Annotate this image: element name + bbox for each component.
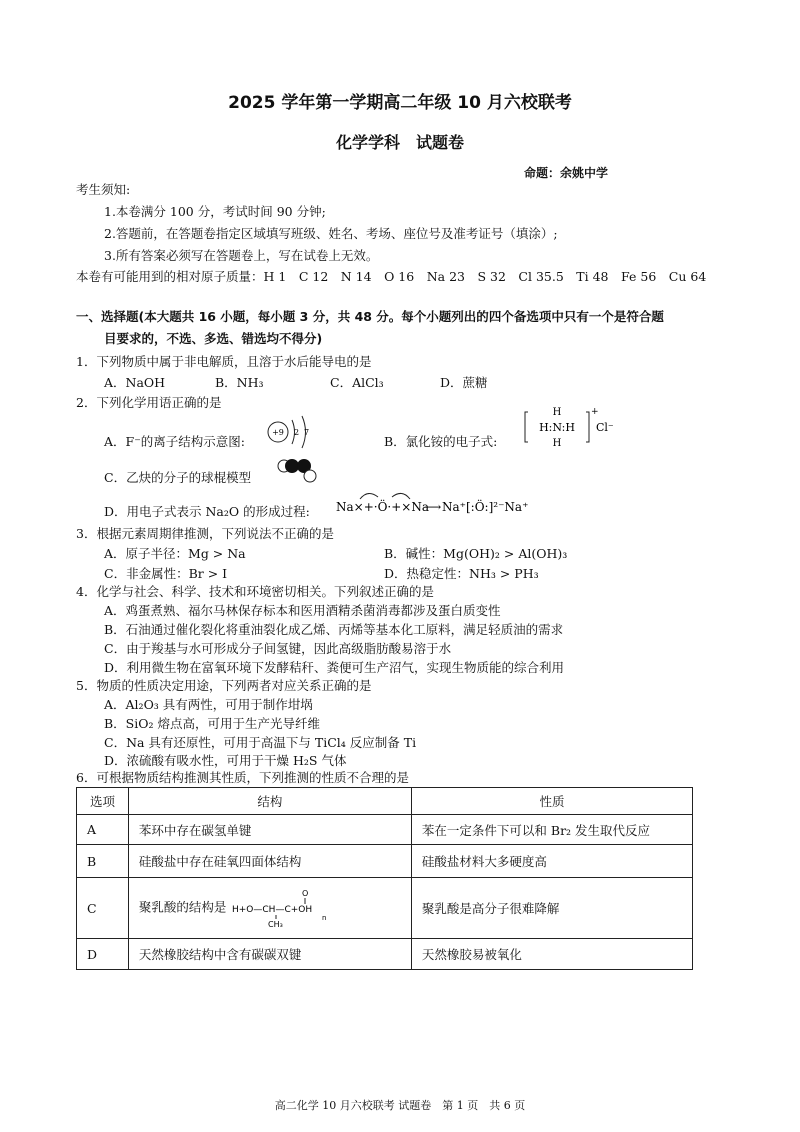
row-property: 苯在一定条件下可以和 Br₂ 发生取代反应 [411, 815, 692, 845]
q4-option-c: C．由于羧基与水可形成分子间氢键，因此高级脂肪酸易溶于水 [104, 641, 452, 656]
q1-option-b: B．NH₃ [215, 375, 264, 390]
q3-option-a: A．原子半径：Mg > Na [104, 546, 246, 561]
row-structure: 硅酸盐中存在硅氧四面体结构 [128, 845, 411, 878]
shell-1-count: 2 [294, 428, 300, 437]
q4-stem: 4．化学与社会、科学、技术和环境密切相关。下列叙述正确的是 [76, 584, 434, 599]
q1-stem: 1．下列物质中属于非电解质，且溶于水后能导电的是 [76, 354, 372, 369]
q3-option-b: B．碱性：Mg(OH)₂ > Al(OH)₃ [384, 546, 568, 561]
q1-option-d: D．蔗糖 [440, 375, 488, 390]
q1-option-c: C．AlCl₃ [330, 375, 384, 390]
q5-option-d: D．浓硫酸有吸水性，可用于干燥 H₂S 气体 [104, 753, 347, 768]
q5-stem: 5．物质的性质决定用途，下列两者对应关系正确的是 [76, 678, 372, 693]
header-property: 性质 [411, 788, 692, 815]
row-option: C [77, 878, 129, 939]
q5-option-a: A．Al₂O₃ 具有两性，可用于制作坩埚 [104, 697, 313, 712]
row-structure: 苯环中存在碳氢单键 [128, 815, 411, 845]
row-structure: 聚乳酸的结构是 [138, 899, 227, 915]
pla-methyl: CH₃ [268, 920, 284, 929]
q2-option-d: D．用电子式表示 Na₂O 的形成过程: [104, 504, 310, 519]
pla-carbonyl-o: O [302, 889, 309, 898]
formation-reactants: Na×+·Ö·+×Na [336, 500, 429, 514]
q1-option-a: A．NaOH [104, 375, 166, 390]
chloride-ion: Cl⁻ [596, 421, 614, 434]
q2-stem: 2．下列化学用语正确的是 [76, 395, 222, 410]
exam-title: 2025 学年第一学期高二年级 10 月六校联考 [228, 93, 572, 113]
q3-option-d: D．热稳定性：NH₃ > PH₃ [384, 566, 539, 581]
h-n-h: H:N:H [539, 421, 575, 434]
table-row [77, 939, 693, 970]
row-property: 聚乳酸是高分子很难降解 [411, 878, 692, 939]
h-top: H [552, 407, 562, 418]
table-row [77, 878, 693, 939]
q4-option-d: D．利用微生物在富氧环境下发酵秸秆、粪便可生产沼气，实现生物质能的综合利用 [104, 660, 565, 675]
pla-chain: H+O—CH—C+OH [232, 905, 313, 915]
exam-subtitle: 化学学科 试题卷 [335, 133, 464, 152]
section-heading-cont: 目要求的，不选、多选、错选均不得分) [104, 331, 323, 346]
section-heading: 一、选择题(本大题共 16 小题，每小题 3 分，共 48 分。每个小题列出的四个备选项中只有一个是符合题 [76, 309, 664, 324]
table-row [77, 845, 693, 878]
pla-repeat-n: n [322, 914, 327, 922]
notice-item-1: 1.本卷满分 100 分，考试时间 90 分钟; [104, 204, 326, 219]
row-option: D [77, 939, 129, 970]
page-footer: 高二化学 10 月六校联考 试题卷 第 1 页 共 6 页 [274, 1099, 526, 1112]
nucleus-label: +9 [272, 428, 284, 437]
row-structure-cell [128, 878, 411, 939]
notice-heading: 考生须知: [76, 182, 131, 197]
q4-option-a: A．鸡蛋煮熟、福尔马林保存标本和医用酒精杀菌消毒都涉及蛋白质变性 [104, 603, 501, 618]
row-property: 天然橡胶易被氧化 [411, 939, 692, 970]
q2-option-c: C．乙炔的分子的球棍模型 [104, 470, 252, 485]
ammonium-charge: + [591, 407, 599, 417]
q5-option-b: B．SiO₂ 熔点高，可用于生产光导纤维 [104, 716, 320, 731]
q6-stem: 6．可根据物质结构推测其性质，下列推测的性质不合理的是 [76, 770, 409, 785]
atomic-masses: 本卷有可能用到的相对原子质量：H 1 C 12 N 14 O 16 Na 23 S 32 Cl 35.5 Ti 48 Fe 56 Cu 64 [76, 269, 707, 284]
author-line: 命题：余姚中学 [524, 166, 609, 180]
polylactic-acid-formula [230, 888, 350, 928]
q3-option-c: C．非金属性：Br > I [104, 566, 228, 581]
sodium-oxide-formation [334, 487, 534, 521]
row-option: B [77, 845, 129, 878]
notice-item-3: 3.所有答案必须写在答题卷上，写在试卷上无效。 [104, 248, 379, 263]
q2-option-b: B．氯化铵的电子式: [384, 434, 498, 449]
q2-option-a: A．F⁻的离子结构示意图: [104, 434, 246, 449]
fluoride-ion-diagram [264, 414, 316, 454]
q6-table [76, 787, 693, 970]
q5-option-c: C．Na 具有还原性，可用于高温下与 TiCl₄ 反应制备 Ti [104, 735, 417, 750]
table-header-row [77, 788, 693, 815]
acetylene-ball-stick-model [276, 456, 324, 486]
table-row [77, 815, 693, 845]
header-option: 选项 [77, 788, 129, 815]
formation-product: Na⁺[:Ö:]²⁻Na⁺ [442, 500, 529, 514]
q3-stem: 3．根据元素周期律推测，下列说法不正确的是 [76, 526, 334, 541]
row-property: 硅酸盐材料大多硬度高 [411, 845, 692, 878]
formation-arrow: ⟶ [424, 500, 442, 514]
row-structure: 天然橡胶结构中含有碳碳双键 [128, 939, 411, 970]
header-structure: 结构 [128, 788, 411, 815]
ammonium-chloride-electron-formula [524, 404, 614, 448]
notice-item-2: 2.答题前，在答题卷指定区域填写班级、姓名、考场、座位号及准考证号（填涂）; [104, 226, 558, 241]
q4-option-b: B．石油通过催化裂化将重油裂化成乙烯、丙烯等基本化工原料，满足轻质油的需求 [104, 622, 564, 637]
row-option: A [77, 815, 129, 845]
h-bottom: H [552, 438, 562, 449]
shell-2-count: 7 [304, 428, 310, 437]
